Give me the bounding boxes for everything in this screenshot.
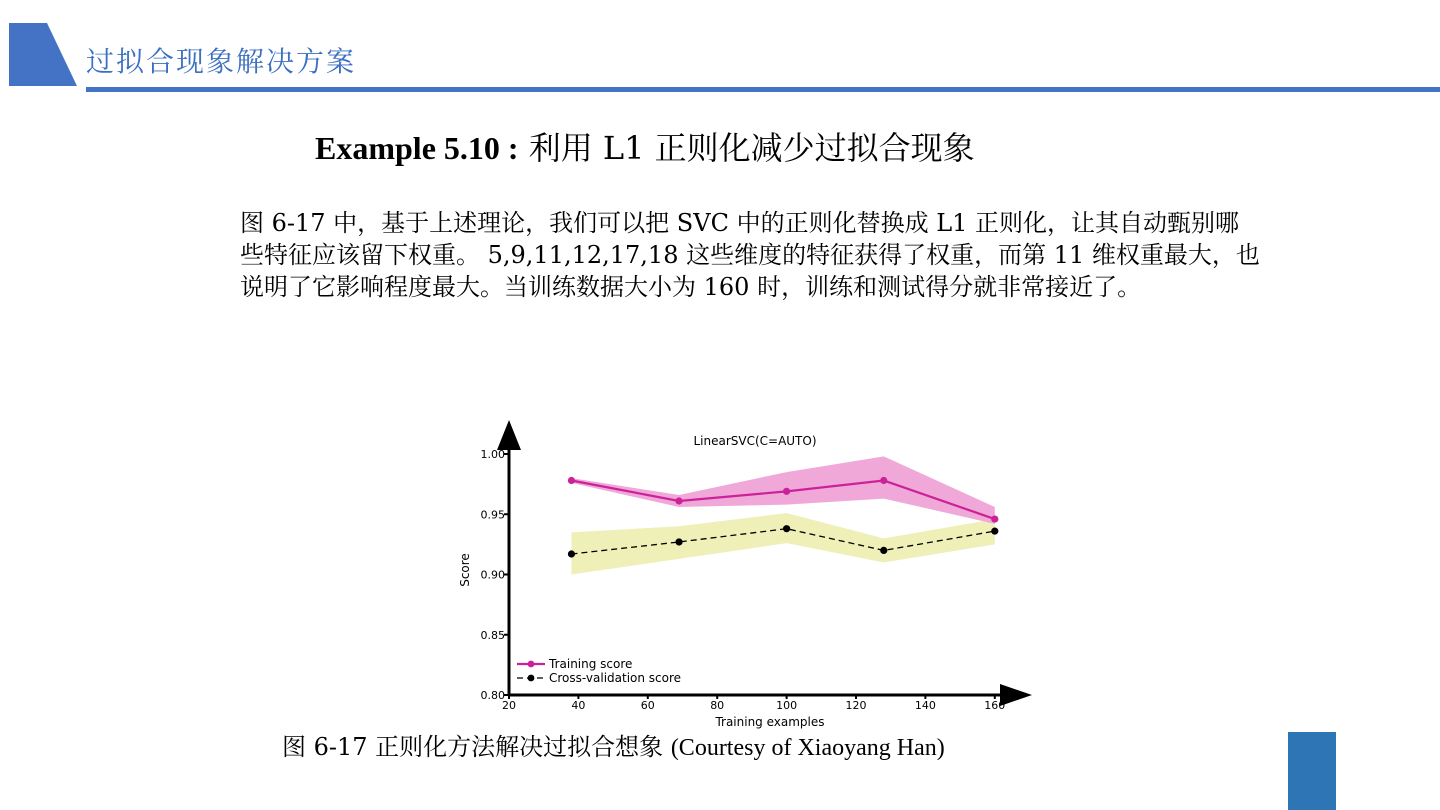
y-tick-label: 0.85 (480, 628, 505, 642)
caption-cn: 图 6-17 正则化方法解决过拟合想象 (282, 733, 671, 761)
cv-score-point (675, 538, 682, 545)
cv-score-point (880, 547, 887, 554)
figure-caption (282, 730, 945, 765)
example-heading (315, 124, 975, 172)
paragraph-line: 说明了它影响程度最大。当训练数据大小为 160 时，训练和测试得分就非常接近了。 (240, 273, 1142, 301)
legend-training-label: Training score (549, 657, 633, 671)
chart-title: LinearSVC(C=AUTO) (693, 434, 817, 448)
header-rule (86, 87, 1440, 92)
training-score-point (991, 515, 998, 522)
y-tick-label: 1.00 (480, 448, 505, 461)
training-score-point (880, 477, 887, 484)
paragraph-line: 些特征应该留下权重。 5,9,11,12,17,18 这些维度的特征获得了权重，而第 11 维权重最大，也 (240, 241, 1260, 269)
training-score-point (568, 477, 575, 484)
learning-curve-figure (450, 410, 1040, 735)
training-score-point (675, 497, 682, 504)
x-tick-label: 100 (776, 699, 798, 712)
body-paragraph (240, 207, 1332, 303)
y-axis-label: Score (458, 553, 472, 587)
legend-cv-marker (528, 675, 535, 682)
cv-score-point (568, 550, 575, 557)
example-text: 利用 L1 正则化减少过拟合现象 (528, 129, 975, 167)
x-axis-label: Training examples (715, 715, 825, 729)
cv-score-point (991, 528, 998, 535)
y-tick-label: 0.80 (480, 689, 505, 702)
caption-en: (Courtesy of Xiaoyang Han) (670, 735, 945, 761)
y-axis-arrow (497, 420, 521, 450)
legend-cv-label: Cross-validation score (549, 671, 682, 685)
x-tick-label: 20 (502, 699, 516, 712)
legend-training-marker (528, 661, 535, 668)
x-tick-label: 160 (984, 699, 1006, 712)
paragraph-line: 图 6-17 中，基于上述理论，我们可以把 SVC 中的正则化替换成 L1 正则化，让其自动甄别哪 (240, 209, 1240, 237)
footer-corner-block (1288, 732, 1336, 810)
x-tick-label: 140 (914, 699, 936, 712)
example-label: Example 5.10 : (315, 130, 519, 166)
x-tick-label: 80 (710, 699, 725, 712)
cv-score-point (783, 525, 790, 532)
x-tick-label: 120 (845, 699, 867, 712)
training-score-point (783, 488, 790, 495)
slide-title: 过拟合现象解决方案 (86, 45, 357, 78)
y-tick-label: 0.90 (480, 568, 505, 582)
x-tick-label: 40 (571, 699, 586, 712)
y-tick-label: 0.95 (480, 508, 505, 522)
learning-curve-chart (450, 410, 1040, 735)
x-tick-label: 60 (640, 699, 655, 712)
confidence-band (571, 513, 994, 574)
header-corner-triangle (9, 23, 77, 86)
